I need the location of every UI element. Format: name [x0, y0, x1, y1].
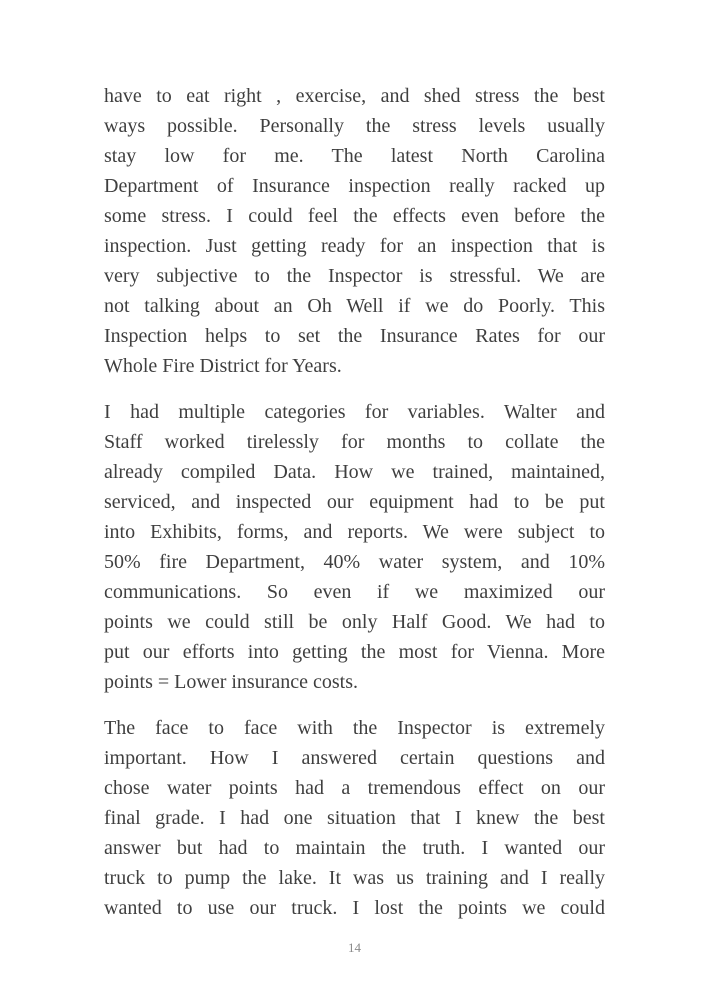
text-line: into Exhibits, forms, and reports. We were subject to [104, 521, 605, 543]
text-line: truck to pump the lake. It was us training and I really [104, 867, 605, 889]
paragraph [104, 397, 605, 697]
text-line: not talking about an Oh Well if we do Poorly. This [104, 295, 605, 317]
text-line: Inspection helps to set the Insurance Rates for our [104, 325, 605, 347]
text-line: ways possible. Personally the stress levels usually [104, 115, 605, 137]
text-line: inspection. Just getting ready for an inspection that is [104, 235, 605, 257]
text-line: points we could still be only Half Good. We had to [104, 611, 605, 633]
text-line: stay low for me. The latest North Carolina [104, 145, 605, 167]
text-line: points = Lower insurance costs. [104, 671, 359, 693]
text-line: put our efforts into getting the most for Vienna. More [104, 641, 605, 663]
text-line: serviced, and inspected our equipment had to be put [104, 491, 605, 513]
text-line: Department of Insurance inspection really racked up [104, 175, 605, 197]
text-line: The face to face with the Inspector is extremely [104, 717, 605, 739]
text-line: have to eat right , exercise, and shed stress the best [104, 85, 605, 107]
text-line: wanted to use our truck. I lost the points we could [104, 897, 605, 919]
page-text [104, 81, 605, 939]
text-line: Whole Fire District for Years. [104, 355, 342, 377]
paragraph [104, 81, 605, 381]
text-line: very subjective to the Inspector is stressful. We are [104, 265, 605, 287]
paragraph [104, 713, 605, 923]
text-line: some stress. I could feel the effects even before the [104, 205, 605, 227]
text-line: 50% fire Department, 40% water system, and 10% [104, 551, 605, 573]
page-number: 14 [348, 940, 361, 955]
text-line: communications. So even if we maximized our [104, 581, 605, 603]
text-line: final grade. I had one situation that I knew the best [104, 807, 605, 829]
text-line: I had multiple categories for variables. Walter and [104, 401, 605, 423]
text-line: answer but had to maintain the truth. I wanted our [104, 837, 605, 859]
text-line: already compiled Data. How we trained, maintained, [104, 461, 605, 483]
text-line: chose water points had a tremendous effect on our [104, 777, 605, 799]
text-line: important. How I answered certain questions and [104, 747, 605, 769]
text-line: Staff worked tirelessly for months to collate the [104, 431, 605, 453]
